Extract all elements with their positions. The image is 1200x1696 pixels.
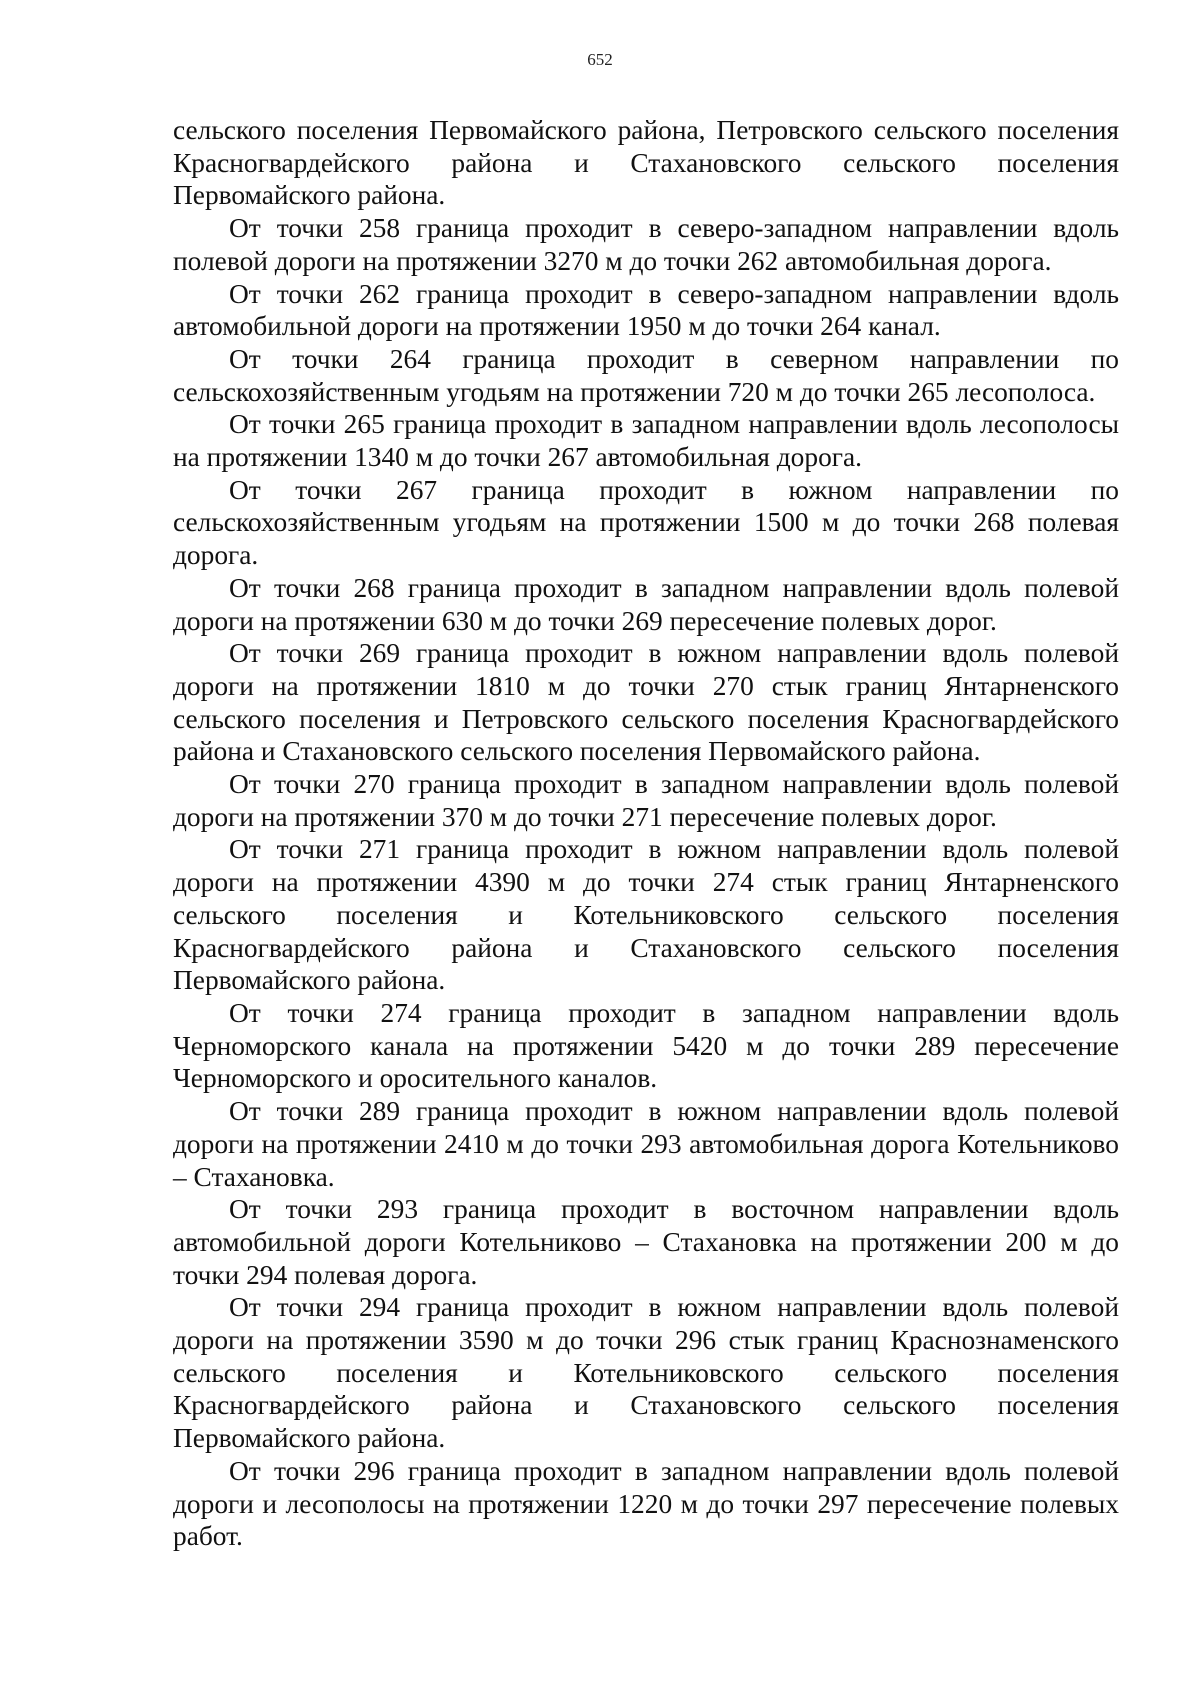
paragraph-point-289: От точки 289 граница проходит в южном направлении вдоль полевой дороги на протяжении 2410 м до точки 293 автомобильная дорога Котельниково – Стахановка. [173, 1096, 1119, 1192]
paragraph-point-293: От точки 293 граница проходит в восточном направлении вдоль автомобильной дороги Котельниково – Стахановка на протяжении 200 м до точки 294 полевая дорога. [173, 1194, 1119, 1290]
page-number: 652 [587, 50, 613, 69]
paragraph-continuation: сельского поселения Первомайского района, Петровского сельского поселения Красногвардейского района и Стахановского сельского поселения Первомайского района. [173, 115, 1119, 211]
document-body [173, 114, 1119, 1553]
paragraph-point-262: От точки 262 граница проходит в северо-западном направлении вдоль автомобильной дороги на протяжении 1950 м до точки 264 канал. [173, 278, 1119, 342]
paragraph-point-267: От точки 267 граница проходит в южном направлении по сельскохозяйственным угодьям на протяжении 1500 м до точки 268 полевая дорога. [173, 474, 1119, 571]
paragraph-point-271: От точки 271 граница проходит в южном направлении вдоль полевой дороги на протяжении 4390 м до точки 274 стык границ Янтарненского сельского поселения и Котельниковского сельского поселения Красногвардейского района и Стахановского сельского поселения Первомайского района. [173, 834, 1119, 996]
paragraph-point-264: От точки 264 граница проходит в северном направлении по сельскохозяйственным угодьям на протяжении 720 м до точки 265 лесополоса. [173, 343, 1119, 407]
paragraph-point-296: От точки 296 граница проходит в западном направлении вдоль полевой дороги и лесополосы на протяжении 1220 м до точки 297 пересечение полевых работ. [173, 1455, 1119, 1552]
paragraph-point-270: От точки 270 граница проходит в западном направлении вдоль полевой дороги на протяжении 370 м до точки 271 пересечение полевых дорог. [173, 769, 1119, 832]
paragraph-point-258: От точки 258 граница проходит в северо-западном направлении вдоль полевой дороги на протяжении 3270 м до точки 262 автомобильная дорога. [173, 213, 1119, 276]
paragraph-point-265: От точки 265 граница проходит в западном направлении вдоль лесополосы на протяжении 1340 м до точки 267 автомобильная дорога. [173, 409, 1119, 473]
paragraph-point-274: От точки 274 граница проходит в западном направлении вдоль Черноморского канала на протяжении 5420 м до точки 289 пересечение Черноморского и оросительного каналов. [173, 997, 1119, 1094]
paragraph-point-269: От точки 269 граница проходит в южном направлении вдоль полевой дороги на протяжении 1810 м до точки 270 стык границ Янтарненского сельского поселения и Петровского сельского поселения Красногвардейского района и Стахановского сельского поселения Первомайского района. [173, 638, 1119, 767]
paragraph-point-294: От точки 294 граница проходит в южном направлении вдоль полевой дороги на протяжении 3590 м до точки 296 стык границ Краснознаменского сельского поселения и Котельниковского сельского поселения Красногвардейского района и Стахановского сельского поселения Первомайского района. [173, 1292, 1119, 1454]
paragraph-point-268: От точки 268 граница проходит в западном направлении вдоль полевой дороги на протяжении 630 м до точки 269 пересечение полевых дорог. [173, 572, 1119, 636]
